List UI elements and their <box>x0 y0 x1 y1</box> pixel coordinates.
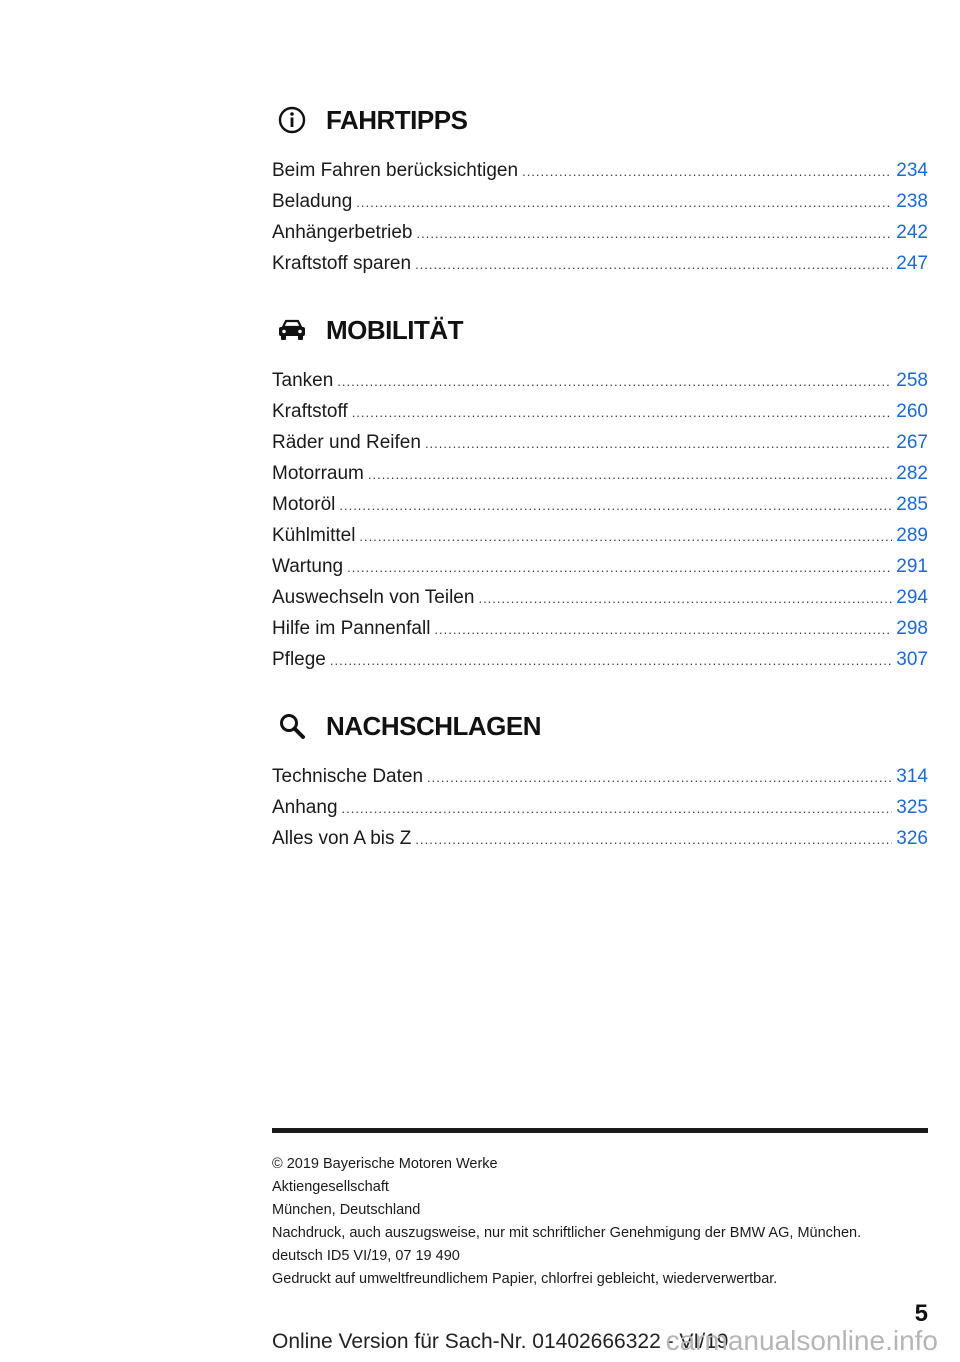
leader-dots <box>522 164 892 179</box>
toc-entry-label: Alles von A bis Z <box>272 828 412 849</box>
toc-entry[interactable] <box>272 525 928 556</box>
toc-page-link[interactable]: 260 <box>896 401 928 422</box>
toc-entry-label: Kraftstoff sparen <box>272 253 412 274</box>
search-icon <box>274 708 310 744</box>
toc-page-link[interactable]: 247 <box>896 253 928 274</box>
toc-page-link[interactable]: 282 <box>896 463 928 484</box>
section-header <box>272 310 928 350</box>
toc-entry-label: Tanken <box>272 370 334 391</box>
toc-entry-label: Beladung <box>272 191 353 212</box>
toc-entry[interactable] <box>272 649 928 680</box>
toc-entry[interactable] <box>272 191 928 222</box>
toc-entry-label: Pflege <box>272 649 326 670</box>
page-number: 5 <box>914 1300 928 1327</box>
imprint-line: © 2019 Bayerische Motoren Werke <box>272 1156 498 1172</box>
toc-page-link[interactable]: 234 <box>896 160 928 181</box>
toc-page-link[interactable]: 238 <box>896 191 928 212</box>
imprint-line: deutsch ID5 VI/19, 07 19 490 <box>272 1248 460 1264</box>
toc-page-link[interactable]: 326 <box>896 828 928 849</box>
toc-entry-label: Beim Fahren berücksichtigen <box>272 160 519 181</box>
leader-dots <box>356 195 892 210</box>
imprint-line: Nachdruck, auch auszugsweise, nur mit schriftlicher Genehmigung der BMW AG, München. <box>272 1225 862 1241</box>
imprint <box>272 1128 928 1291</box>
toc-entry[interactable] <box>272 494 928 525</box>
footer-divider <box>272 1128 928 1133</box>
leader-dots <box>478 591 892 606</box>
toc-entry-label: Hilfe im Pannenfall <box>272 618 431 639</box>
leader-dots <box>415 832 892 847</box>
toc-page-link[interactable]: 258 <box>896 370 928 391</box>
toc-entry-label: Motoröl <box>272 494 336 515</box>
leader-dots <box>368 467 892 482</box>
section-mobilitaet <box>272 310 928 680</box>
toc-entry-label: Räder und Reifen <box>272 432 421 453</box>
toc-entry[interactable] <box>272 797 928 828</box>
leader-dots <box>434 622 892 637</box>
imprint-line: Aktiengesellschaft <box>272 1179 389 1195</box>
section-title: FAHRTIPPS <box>326 104 468 135</box>
toc-entry[interactable] <box>272 401 928 432</box>
toc-entry[interactable] <box>272 587 928 618</box>
leader-dots <box>330 653 892 668</box>
toc-page-link[interactable]: 298 <box>896 618 928 639</box>
toc-entry[interactable] <box>272 222 928 253</box>
toc-entry[interactable] <box>272 556 928 587</box>
toc-page-link[interactable]: 242 <box>896 222 928 243</box>
leader-dots <box>427 770 892 785</box>
toc-entry-label: Kühlmittel <box>272 525 356 546</box>
toc-entry-label: Motorraum <box>272 463 364 484</box>
section-fahrtipps <box>272 100 928 284</box>
toc-page-link[interactable]: 294 <box>896 587 928 608</box>
toc-entry[interactable] <box>272 370 928 401</box>
toc-entry-label: Wartung <box>272 556 344 577</box>
toc-entry-label: Kraftstoff <box>272 401 348 422</box>
toc-entry[interactable] <box>272 618 928 649</box>
leader-dots <box>359 529 892 544</box>
imprint-line: Gedruckt auf umweltfreundlichem Papier, chlorfrei gebleicht, wiederverwertbar. <box>272 1271 778 1287</box>
toc-page-link[interactable]: 325 <box>896 797 928 818</box>
imprint-line: München, Deutschland <box>272 1202 421 1218</box>
toc-entry[interactable] <box>272 432 928 463</box>
toc-entry-label: Technische Daten <box>272 766 424 787</box>
leader-dots <box>352 405 893 420</box>
info-icon <box>274 102 310 138</box>
toc-page-link[interactable]: 307 <box>896 649 928 670</box>
leader-dots <box>425 436 892 451</box>
toc-entry-label: Auswechseln von Teilen <box>272 587 475 608</box>
section-title: MOBILITÄT <box>326 314 464 345</box>
site-watermark: carmanualsonline.info <box>665 1325 938 1356</box>
section-header <box>272 100 928 140</box>
toc-page-link[interactable]: 291 <box>896 556 928 577</box>
leader-dots <box>339 498 892 513</box>
table-of-contents <box>272 100 928 885</box>
section-nachschlagen <box>272 706 928 859</box>
leader-dots <box>342 801 893 816</box>
online-version-note: Online Version für Sach-Nr. 01402666322 - VI/19 <box>272 1330 729 1353</box>
section-title: NACHSCHLAGEN <box>326 710 541 741</box>
leader-dots <box>337 374 892 389</box>
toc-entry[interactable] <box>272 766 928 797</box>
section-header <box>272 706 928 746</box>
toc-entry[interactable] <box>272 463 928 494</box>
toc-entry[interactable] <box>272 253 928 284</box>
leader-dots <box>347 560 892 575</box>
leader-dots <box>415 257 892 272</box>
toc-entry-label: Anhängerbetrieb <box>272 222 413 243</box>
toc-page-link[interactable]: 289 <box>896 525 928 546</box>
toc-page-link[interactable]: 267 <box>896 432 928 453</box>
toc-page-link[interactable]: 285 <box>896 494 928 515</box>
car-icon <box>274 312 310 348</box>
toc-entry[interactable] <box>272 160 928 191</box>
toc-entry-label: Anhang <box>272 797 338 818</box>
toc-entry[interactable] <box>272 828 928 859</box>
leader-dots <box>417 226 893 241</box>
toc-page-link[interactable]: 314 <box>896 766 928 787</box>
